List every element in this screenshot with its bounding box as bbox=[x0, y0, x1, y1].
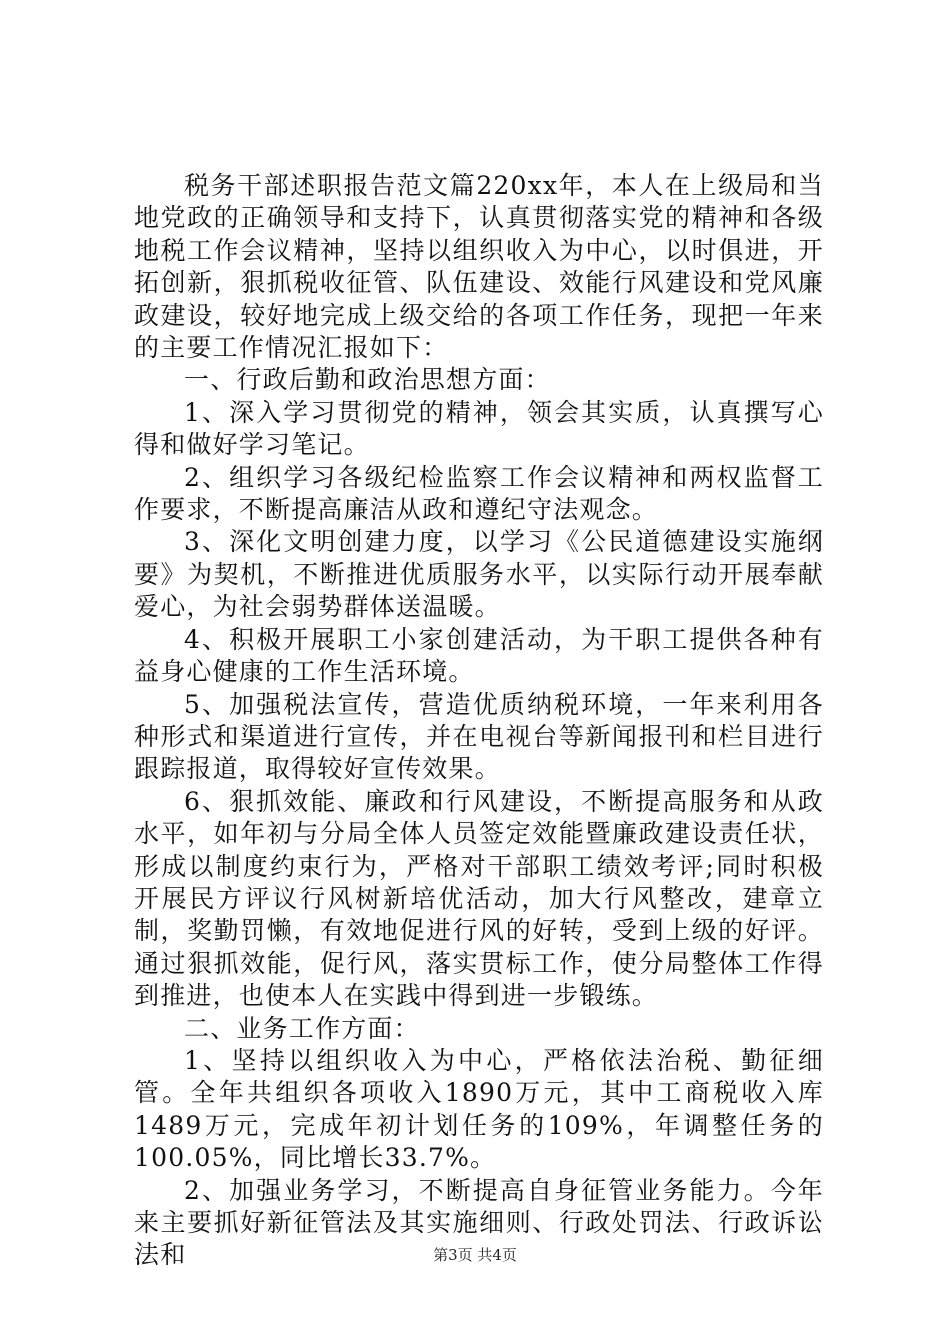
list-item: 2、组织学习各级纪检监察工作会议精神和两权监督工作要求，不断提高廉洁从政和遵纪守法观念。 bbox=[134, 462, 824, 525]
list-item: 5、加强税法宣传，营造优质纳税环境，一年来利用各种形式和渠道进行宣传，并在电视台等新闻报刊和栏目进行跟踪报道，取得较好宣传效果。 bbox=[134, 689, 824, 784]
section-heading-admin: 一、行政后勤和政治思想方面： bbox=[184, 365, 551, 395]
list-item: 4、积极开展职工小家创建活动，为干职工提供各种有益身心健康的工作生活环境。 bbox=[134, 624, 824, 687]
page-footer: 第3页 共4页 bbox=[433, 1246, 517, 1264]
list-item: 6、狠抓效能、廉政和行风建设，不断提高服务和从政水平，如年初与分局全体人员签定效能暨廉政建设责任状，形成以制度约束行为，严格对干部职工绩效考评;同时积极开展民方评议行风树新培优活动，加大行风整改，建章立制，奖勤罚懒，有效地促进行风的好转，受到上级的好评。通过狠抓效能，促行风，落实贯标工作，使分局整体工作得到推进，也使本人在实践中得到进一步锻练。 bbox=[134, 786, 824, 1011]
list-item: 3、深化文明创建力度，以学习《公民道德建设实施纲要》为契机，不断推进优质服务水平，以实际行动开展奉献爱心，为社会弱势群体送温暖。 bbox=[134, 527, 824, 622]
list-item: 1、坚持以组织收入为中心，严格依法治税、勤征细管。全年共组织各项收入1890万元，其中工商税收入库1489万元，完成年初计划任务的109%，年调整任务的100.05%，同比增长33.7%。 bbox=[134, 1045, 824, 1173]
document-body bbox=[134, 170, 824, 1272]
list-item: 2、加强业务学习，不断提高自身征管业务能力。今年来主要抓好新征管法及其实施细则、行政处罚法、行政诉讼法和 bbox=[134, 1175, 824, 1270]
intro-paragraph: 税务干部述职报告范文篇220xx年，本人在上级局和当地党政的正确领导和支持下，认真贯彻落实党的精神和各级地税工作会议精神，坚持以组织收入为中心，以时俱进，开拓创新，狠抓税收征管、队伍建设、效能行风建设和党风廉政建设，较好地完成上级交给的各项工作任务，现把一年来的主要工作情况汇报如下： bbox=[134, 171, 824, 363]
list-item: 1、深入学习贯彻党的精神，领会其实质，认真撰写心得和做好学习笔记。 bbox=[134, 397, 824, 460]
section-heading-business: 二、业务工作方面： bbox=[184, 1013, 420, 1043]
